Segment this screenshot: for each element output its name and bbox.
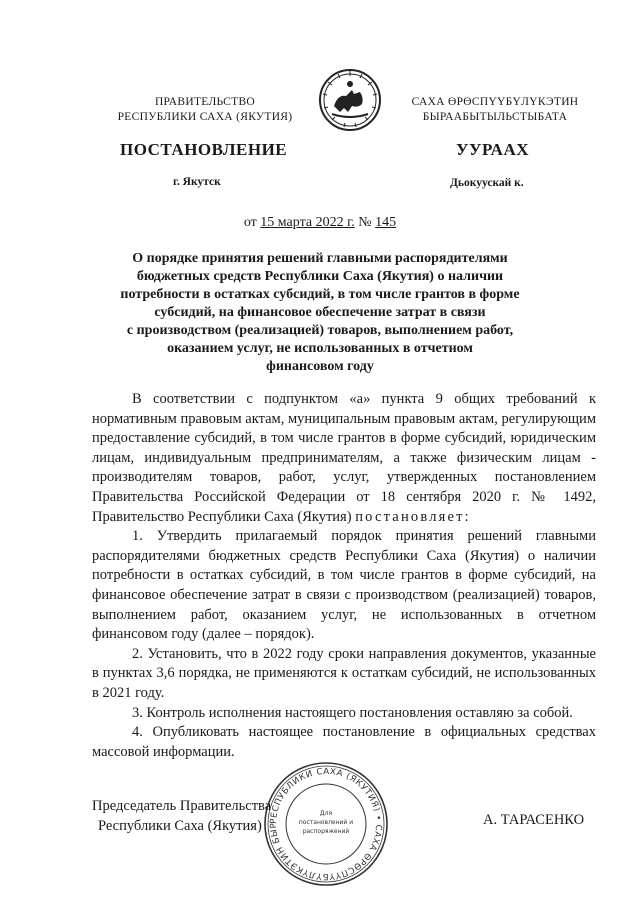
stamp-center-line3: распоряжений [302,828,350,835]
document-type-title-yakut: УУРААХ [456,140,529,159]
number-sign: № [358,215,372,230]
heading-line: оказанием услуг, не использованных в отчетном [167,341,473,356]
government-name-line2: РЕСПУБЛИКИ САХА (ЯКУТИЯ) [117,111,293,123]
government-name-line1: ПРАВИТЕЛЬСТВО [154,96,256,108]
government-name-yakut-line2: БЫРААБЫТЫЛЬСТЫБАТА [422,111,568,123]
item-paragraph-4: 4. Опубликовать настоящее постановление в официальных средствах массовой информации. [92,724,596,760]
document-type-title: ПОСТАНОВЛЕНИЕ [120,140,288,159]
heading-line: потребности в остатках субсидий, в том числе грантов в форме [120,287,520,302]
document-number: 145 [375,215,397,230]
government-name-yakut-line1: САХА ӨРӨСПҮҮБҮЛҮКЭТИН [411,96,579,108]
city-name: г. Якутск [173,176,221,188]
official-seal-stamp [262,760,390,888]
preamble-paragraph [92,390,596,527]
coat-of-arms-emblem [318,68,382,132]
item-paragraph-3: 3. Контроль исполнения настоящего постановления оставляю за собой. [132,704,573,721]
signature-name: А. ТАРАСЕНКО [483,812,585,828]
signature-position-line1: Председатель Правительства [92,798,272,814]
document-heading [100,250,540,376]
signature-position-line2: Республики Саха (Якутия) [98,818,262,834]
preamble-text: В соответствии с подпунктом «а» пункта 9 общих требований к нормативным правовым актам, муниципальным правовым актам, регулирующим предоставление субсидий, в том числе грантов в форме субсидий, юридическим лицам, индивидуальным предпринимателям, а также физическим лицам - производителям товаров, работ, услуг, утвержденных постановлением Правительства Российской Федерации от 18 сентября 2020 г. № 1492, Правительство Республики Саха (Якутия) [92,391,596,525]
document-number-line [0,215,640,231]
city-name-yakut: Дьокуускай к. [450,177,524,189]
heading-line: субсидий, на финансовое обеспечение затрат в связи [154,305,486,320]
stamp-center-line2: постановлений и [298,819,354,826]
item-paragraph-1: 1. Утвердить прилагаемый порядок принятия решений главными распорядителями бюджетных средств Республики Саха (Якутия) о наличии потребности в остатках субсидий, в том числе грантов в форме субсидий, на финансовое обеспечение затрат в связи с производством (реализацией) товаров, выполнением работ, оказанием услуг, не использованных в отчетном финансовом году (далее – порядок). [92,528,596,643]
stamp-ring-text: РЕСПУБЛИКИ САХА (ЯКУТИЯ) • САХА ӨРӨСПҮҮБҮЛҮКЭТИН БЫР [268,766,384,882]
decree-word: постановляет: [355,508,471,525]
heading-line: бюджетных средств Республики Саха (Якутия) о наличии [136,269,504,284]
heading-line: О порядке принятия решений главными распорядителями [132,251,508,266]
document-body [92,390,596,762]
stamp-center-line1: Для [319,810,333,817]
header-left [105,95,305,125]
heading-line: финансовом году [266,359,374,374]
heading-line: с производством (реализацией) товаров, выполнением работ, [126,323,514,338]
document-date: 15 марта 2022 г. [260,215,355,230]
header-right [395,95,595,125]
item-paragraph-2: 2. Установить, что в 2022 году сроки направления документов, указанные в пунктах 3,6 порядка, не применяются к остаткам субсидий, не использованных в 2021 году. [92,645,596,701]
date-prefix: от [243,215,257,230]
